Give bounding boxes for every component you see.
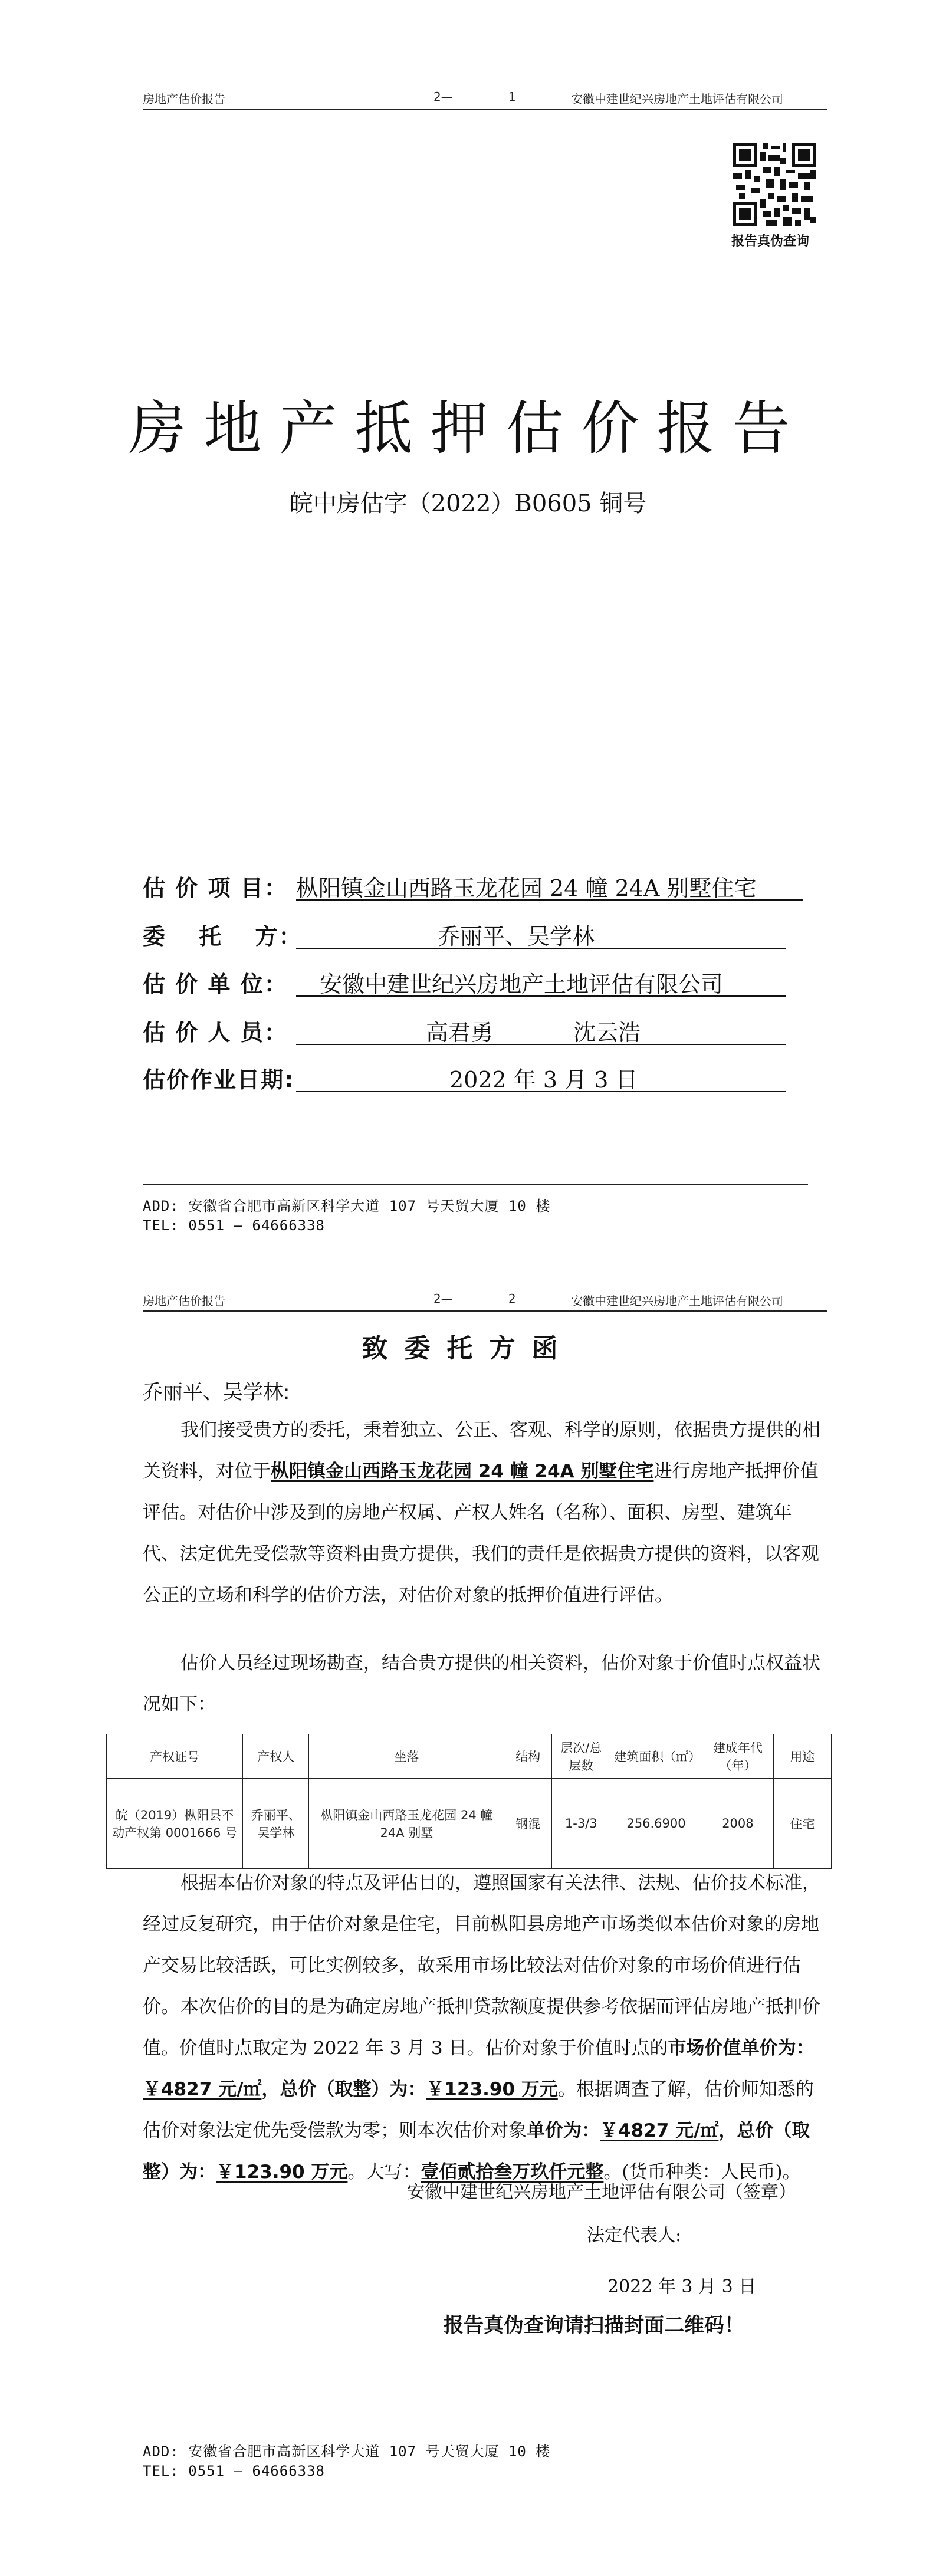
info-staff-value-1: 高君勇	[426, 1020, 494, 1046]
footer-telephone: TEL: 0551 — 64666338	[143, 2463, 325, 2479]
table-row	[107, 1779, 832, 1869]
col-header: 产权证号	[107, 1734, 243, 1779]
document-number: 皖中房估字（2022）B0605 铜号	[289, 490, 647, 517]
verification-note: 报告真伪查询请扫描封面二维码！	[444, 2314, 744, 2337]
unit-price-final: ￥4827 元/㎡	[600, 2120, 719, 2141]
info-staff-value-2: 沈云浩	[573, 1020, 641, 1046]
col-header: 层次/总层数	[552, 1734, 610, 1779]
cell-structure: 钢混	[504, 1779, 552, 1869]
paragraph-1: 我们接受贵方的委托，秉着独立、公正、客观、科学的原则，依据贵方提供的相关资料，对位于枞阳镇金山西路玉龙花园 24 幢 24A 别墅住宅进行房地产抵押价值评估。对估价中涉及到的房地产权属、产权人姓名（名称）、面积、房型、建筑年代、法定优先受偿款等资料由贵方提供，我们的责任是依据贵方提供的资料，以客观公正的立场和科学的估价方法，对估价对象的抵押价值进行评估。	[143, 1420, 820, 1606]
header-middle: 2—	[433, 90, 453, 104]
col-header: 坐落	[309, 1734, 504, 1779]
cell-owner: 乔丽平、吴学林	[243, 1779, 309, 1869]
qr-caption: 报告真伪查询	[731, 234, 810, 249]
header-left: 房地产估价报告	[143, 92, 225, 106]
footer-rule	[143, 1184, 808, 1185]
amount-in-words: 壹佰贰拾叁万玖仟元整	[421, 2161, 604, 2183]
cell-certificate: 皖（2019）枞阳县不动产权第 0001666 号	[107, 1779, 243, 1869]
letter-heading: 致委托方函	[362, 1333, 574, 1363]
header-right: 安徽中建世纪兴房地产土地评估有限公司	[571, 1294, 783, 1308]
total-price-final: ￥123.90 万元	[216, 2161, 348, 2183]
info-appraiser-value: 安徽中建世纪兴房地产土地评估有限公司	[320, 971, 724, 997]
info-staff-label: 估 价 人 员：	[143, 1020, 288, 1046]
cell-year: 2008	[702, 1779, 773, 1869]
total-price: ￥123.90 万元	[426, 2079, 558, 2100]
col-header: 建成年代（年）	[702, 1734, 773, 1779]
header-page-number: 1	[508, 90, 516, 104]
col-header: 结构	[504, 1734, 552, 1779]
letter-salutation: 乔丽平、吴学林:	[143, 1381, 290, 1404]
cell-location: 枞阳镇金山西路玉龙花园 24 幢 24A 别墅	[309, 1779, 504, 1869]
info-project-value: 枞阳镇金山西路玉龙花园 24 幢 24A 别墅住宅	[296, 875, 757, 901]
header-page-number: 2	[508, 1292, 516, 1306]
header-middle: 2—	[433, 1292, 453, 1306]
qr-code-icon	[733, 143, 816, 226]
paragraph-4: 本次估价的目的是为确定房地产抵押贷款额度提供参考依据而评估房地产抵押价值。价值时点取定为 2022 年 3 月 3 日。估价对象于价值时点的市场价值单价为：￥4827 元/㎡，总价（取整）为：￥123.90 万元。根据调查了解，估价师知悉的估价对象法定优先受偿款为零；则本次估价对象单价为：￥4827 元/㎡，总价（取整）为：￥123.90 万元。大写：壹佰贰拾叁万玖仟元整。(货币种类：人民币)。	[143, 1996, 820, 2183]
footer-telephone: TEL: 0551 — 64666338	[143, 1217, 325, 1234]
col-header: 用途	[774, 1734, 832, 1779]
header-rule	[143, 1310, 827, 1312]
col-header: 建筑面积（㎡）	[610, 1734, 702, 1779]
report-title: 房地产抵押估价报告	[128, 395, 808, 462]
paragraph-2: 估价人员经过现场勘查，结合贵方提供的相关资料，估价对象于价值时点权益状况如下：	[143, 1652, 820, 1715]
col-header: 产权人	[243, 1734, 309, 1779]
info-date-value: 2022 年 3 月 3 日	[449, 1067, 638, 1093]
signature-date: 2022 年 3 月 3 日	[607, 2276, 757, 2297]
header-left: 房地产估价报告	[143, 1294, 225, 1308]
signature-company: 安徽中建世纪兴房地产土地评估有限公司（签章）	[407, 2182, 796, 2203]
info-appraiser-label: 估 价 单 位：	[143, 971, 288, 997]
cell-floors: 1-3/3	[552, 1779, 610, 1869]
info-client-value: 乔丽平、吴学林	[438, 924, 595, 949]
header-right: 安徽中建世纪兴房地产土地评估有限公司	[571, 92, 783, 106]
cell-usage: 住宅	[774, 1779, 832, 1869]
cell-area: 256.6900	[610, 1779, 702, 1869]
info-date-label: 估价作业日期:	[143, 1067, 295, 1093]
footer-address: ADD: 安徽省合肥市高新区科学大道 107 号天贸大厦 10 楼	[143, 1198, 551, 1214]
property-table	[106, 1734, 832, 1869]
header-rule	[143, 109, 827, 110]
table-header-row	[107, 1734, 832, 1779]
unit-price: ￥4827 元/㎡	[143, 2079, 262, 2100]
paragraph-3: 根据本估价对象的特点及评估目的，遵照国家有关法律、法规、估价技术标准，经过反复研究，由于估价对象是住宅，目前枞阳县房地产市场类似本估价对象的房地产交易比较活跃，可比实例较多，故采用市场比较法对估价对象的市场价值进行估价。	[143, 1872, 820, 2018]
property-location: 枞阳镇金山西路玉龙花园 24 幢 24A 别墅住宅	[271, 1461, 654, 1482]
footer-address: ADD: 安徽省合肥市高新区科学大道 107 号天贸大厦 10 楼	[143, 2443, 551, 2460]
info-client-label: 委 托 方：	[143, 924, 303, 949]
info-project-label: 估 价 项 目：	[143, 875, 288, 901]
signature-representative: 法定代表人:	[587, 2225, 682, 2246]
